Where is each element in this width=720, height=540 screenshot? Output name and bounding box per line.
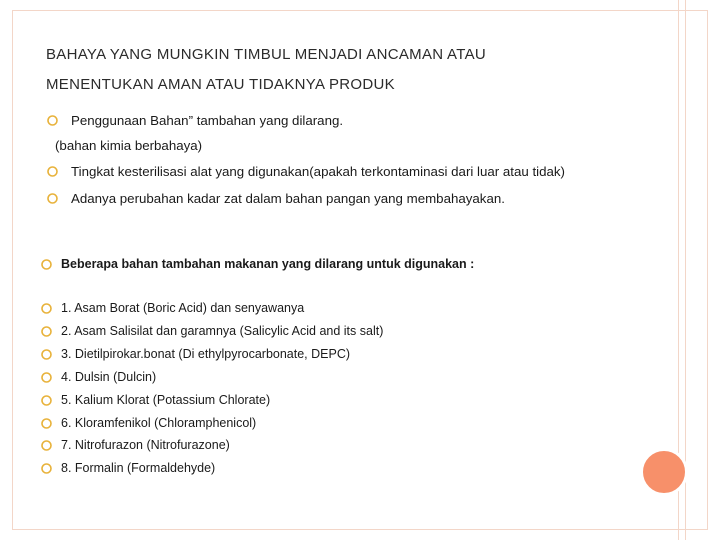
- list-item: [40, 416, 256, 430]
- slide-title: [46, 40, 666, 100]
- top-point-3: [46, 191, 505, 206]
- title-line-2: MENENTUKAN AMAN ATAU TIDAKNYA PRODUK: [46, 76, 395, 93]
- top-point-text: Tingkat kesterilisasi alat yang digunakan(apakah terkontaminasi dari luar atau tidak): [71, 164, 565, 179]
- circle-bullet-icon: [40, 462, 53, 475]
- title-line-1: BAHAYA YANG MUNGKIN TIMBUL MENJADI ANCAMAN ATAU: [46, 46, 487, 63]
- circle-bullet-icon: [40, 371, 53, 384]
- top-point-text: Penggunaan Bahan” tambahan yang dilarang.: [71, 113, 344, 128]
- list-item-text: 1. Asam Borat (Boric Acid) dan senyawanya: [61, 301, 305, 315]
- circle-bullet-icon: [40, 394, 53, 407]
- list-item: [40, 324, 383, 338]
- list-item: [40, 461, 215, 475]
- list-item: [40, 438, 230, 452]
- list-item-text: 8. Formalin (Formaldehyde): [61, 461, 216, 475]
- circle-bullet-icon: [40, 258, 53, 271]
- circle-bullet-icon: [46, 114, 59, 127]
- list-heading-row: [40, 257, 474, 271]
- list-item-text: 4. Dulsin (Dulcin): [61, 370, 157, 384]
- list-item-text: 2. Asam Salisilat dan garamnya (Salicylic Acid and its salt): [61, 324, 384, 338]
- accent-circle: [640, 448, 688, 496]
- top-point-1-continuation: (bahan kimia berbahaya): [55, 138, 203, 153]
- top-point-1: [46, 113, 343, 128]
- list-item-text: 3. Dietilpirokar.bonat (Di ethylpyrocarbonate, DEPC): [61, 347, 351, 361]
- circle-bullet-icon: [40, 325, 53, 338]
- list-item-text: 5. Kalium Klorat (Potassium Chlorate): [61, 393, 271, 407]
- list-item: [40, 370, 156, 384]
- list-item: [40, 347, 350, 361]
- circle-bullet-icon: [40, 417, 53, 430]
- list-item: [40, 301, 304, 315]
- circle-bullet-icon: [40, 302, 53, 315]
- circle-bullet-icon: [46, 165, 59, 178]
- list-item: [40, 393, 270, 407]
- circle-bullet-icon: [46, 192, 59, 205]
- top-point-text: Adanya perubahan kadar zat dalam bahan pangan yang membahayakan.: [71, 191, 505, 206]
- list-item-text: 6. Kloramfenikol (Chloramphenicol): [61, 416, 257, 430]
- top-point-2: [46, 164, 565, 179]
- circle-bullet-icon: [40, 348, 53, 361]
- circle-bullet-icon: [40, 439, 53, 452]
- list-heading: Beberapa bahan tambahan makanan yang dilarang untuk digunakan :: [61, 257, 475, 271]
- list-item-text: 7. Nitrofurazon (Nitrofurazone): [61, 438, 230, 452]
